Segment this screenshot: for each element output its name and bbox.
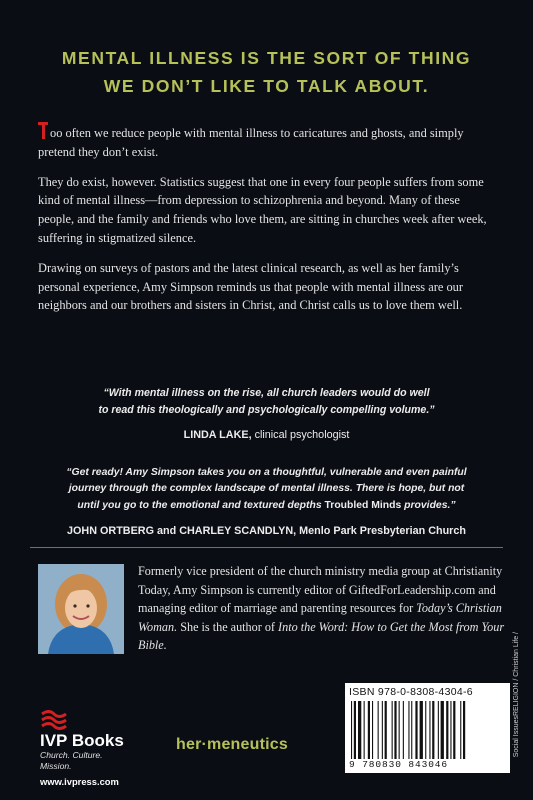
endorsement-2-quote: “Get ready! Amy Simpson takes you on a thoughtful, vulnerable and even painful journey through the complex landscape of mental illness. There is hope, but not until you go to the emotional and textured depths Troubled Minds provides.” <box>66 466 467 512</box>
headline <box>0 44 533 100</box>
barcode-digits: 9 780830 843046 <box>349 759 449 770</box>
isbn-barcode <box>345 683 510 773</box>
hermeneutics-logo: her·meneutics <box>176 736 288 753</box>
author-portrait-image <box>38 564 124 654</box>
paragraph-1 <box>38 122 498 162</box>
author-bio: Formerly vice president of the church ministry media group at Christianity Today, Amy Simpson is currently editor of GiftedForLeadership.com and managing editor of marriage and parenting resources for Today’s Christian Woman. She is the author of Into the Word: How to Get the Most from Your Bible. <box>138 564 505 653</box>
description <box>38 122 498 326</box>
paragraph-2: They do exist, however. Statistics suggest that one in every four people suffers from some kind of mental illness—from depression to schizophrenia and beyond. Many of these people, and the family and friends who love them, are sitting in churches week after week, suffering in stigmatized silence. <box>38 174 487 245</box>
headline-line-1: MENTAL ILLNESS IS THE SORT OF THING <box>61 48 472 68</box>
isbn-label: ISBN 978-0-8308-4304-6 <box>349 686 473 698</box>
endorsement-2 <box>30 465 503 537</box>
divider <box>30 547 503 548</box>
publisher-name: IVP Books <box>40 731 124 750</box>
category-label: RELIGION / Christian Life / Social Issues <box>513 632 520 758</box>
drop-cap-t-icon <box>38 122 49 139</box>
endorsement-1-quote: “With mental illness on the rise, all church leaders would do well to read this theologically and psychologically compelling volume.” <box>98 387 435 416</box>
publisher-url: www.ivpress.com <box>40 776 119 787</box>
endorsement-2-attribution: JOHN ORTBERG and CHARLEY SCANDLYN, Menlo Park Presbyterian Church <box>67 524 466 537</box>
ivp-red-wave-icon <box>40 708 68 732</box>
endorsements <box>30 385 503 537</box>
paragraph-3: Drawing on surveys of pastors and the latest clinical research, as well as her family’s personal experience, Amy Simpson reminds us that people with mental illness are our neighbors and our brothers and sisters in Christ, and Christ calls us to love them well. <box>38 260 463 313</box>
ivp-books-logo <box>40 708 136 787</box>
author-photo <box>38 564 124 654</box>
book-title: Troubled Minds <box>324 500 402 512</box>
headline-line-2: WE DON’T LIKE TO TALK ABOUT. <box>103 76 430 96</box>
paragraph-1-text: oo often we reduce people with mental illness to caricatures and ghosts, and simply pretend they don’t exist. <box>38 126 464 159</box>
publisher-tagline: Church. Culture. Mission. <box>40 750 103 771</box>
endorsement-1-attribution: LINDA LAKE, clinical psychologist <box>183 428 350 441</box>
barcode-bars-icon <box>351 701 503 759</box>
endorsement-1 <box>30 385 503 441</box>
